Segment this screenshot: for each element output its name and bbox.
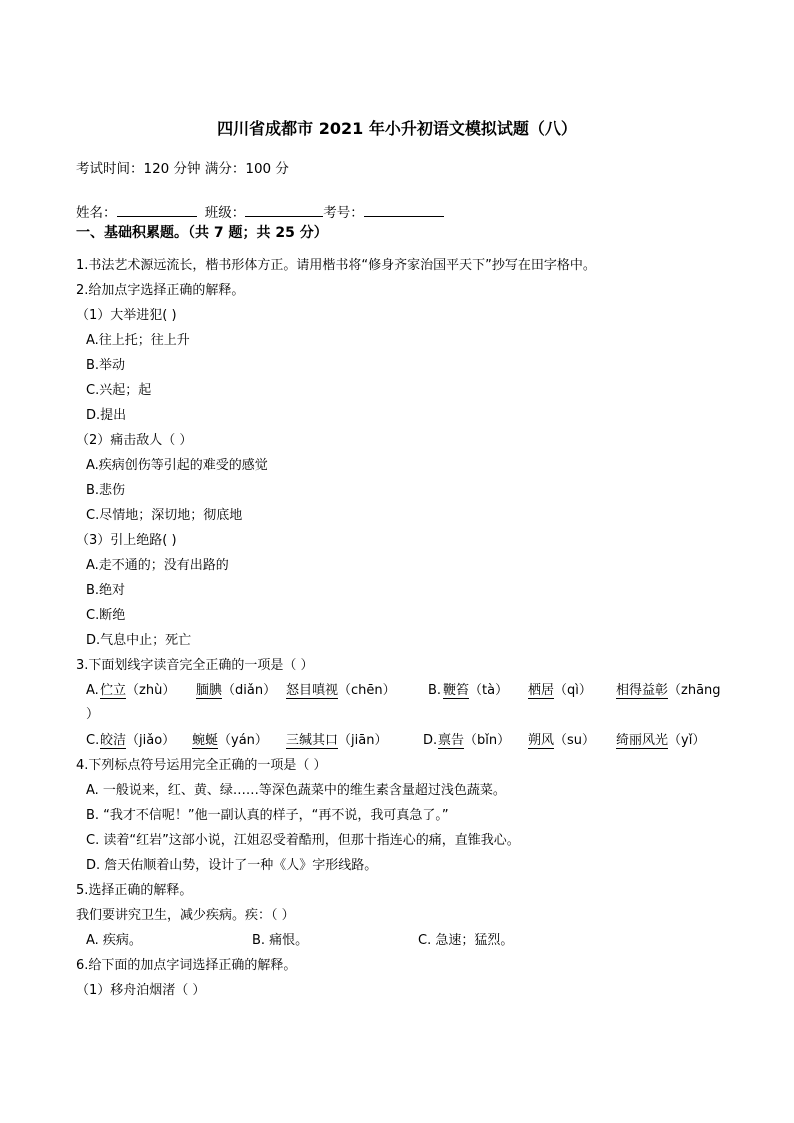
question-4-option-a: A. 一般说来，红、黄、绿……等深色蔬菜中的维生素含量超过浅色蔬菜。 bbox=[86, 783, 506, 798]
question-3-option-b-word-3 bbox=[616, 682, 721, 700]
underlined-word: 朔风 bbox=[528, 733, 555, 748]
pinyin: （yán） bbox=[218, 733, 268, 748]
question-3-option-b-close-paren: ） bbox=[86, 707, 100, 722]
question-2-sub1-option-c: C.兴起；起 bbox=[86, 383, 152, 398]
question-2-sub2-option-c: C.尽情地；深切地；彻底地 bbox=[86, 508, 243, 523]
question-3-option-d-word-3 bbox=[616, 732, 705, 750]
question-5-stem: 5.选择正确的解释。 bbox=[76, 883, 193, 898]
question-5-option-a: A. 疾病。 bbox=[86, 933, 142, 948]
name-label: 姓名： bbox=[76, 205, 117, 221]
question-3-option-c-word-1 bbox=[100, 732, 175, 750]
question-3-option-b-word-1 bbox=[443, 682, 508, 700]
pinyin: （su） bbox=[554, 733, 596, 748]
name-blank[interactable] bbox=[117, 202, 197, 217]
pinyin: （chēn） bbox=[338, 683, 396, 698]
question-2-sub2-option-a: A.疾病创伤等引起的难受的感觉 bbox=[86, 458, 268, 473]
question-4-option-c: C. 读着“红岩”这部小说，江姐忍受着酷刑，但那十指连心的痛，直锥我心。 bbox=[86, 833, 520, 848]
question-2-sub1-option-a: A.往上托；往上升 bbox=[86, 333, 190, 348]
question-4-option-d: D. 詹天佑顺着山势，设计了一种《人》字形线路。 bbox=[86, 858, 378, 873]
question-2-sub3-option-c: C.断绝 bbox=[86, 608, 126, 623]
number-label: 考号： bbox=[323, 205, 364, 221]
pinyin: （jiǎo） bbox=[126, 733, 176, 748]
pinyin: （tà） bbox=[469, 683, 509, 698]
question-3-option-d-word-2 bbox=[528, 732, 595, 750]
underlined-word: 栖居 bbox=[528, 683, 555, 698]
class-label: 班级： bbox=[204, 205, 246, 221]
pinyin: （diǎn） bbox=[222, 683, 277, 698]
page-title: 四川省成都市 2021 年小升初语文模拟试题（八） bbox=[217, 119, 577, 138]
question-2-stem: 2.给加点字选择正确的解释。 bbox=[76, 283, 245, 298]
question-3-option-c-word-2 bbox=[192, 732, 268, 750]
question-6-sub1: （1）移舟泊烟渚（ ） bbox=[76, 983, 206, 998]
question-6-stem: 6.给下面的加点字词选择正确的解释。 bbox=[76, 958, 297, 973]
question-1: 1.书法艺术源远流长，楷书形体方正。请用楷书将“修身齐家治国平天下”抄写在田字格中。 bbox=[76, 258, 596, 273]
question-3-option-c-label: C. bbox=[86, 733, 100, 748]
underlined-word: 腼腆 bbox=[196, 683, 223, 698]
pinyin: （qì） bbox=[554, 683, 592, 698]
question-2-sub1-option-b: B.举动 bbox=[86, 358, 126, 373]
question-3-option-a-label: A. bbox=[86, 683, 99, 698]
underlined-word: 怒目嗔视 bbox=[286, 683, 339, 698]
question-4-stem: 4.下列标点符号运用完全正确的一项是（ ） bbox=[76, 758, 327, 773]
question-3-option-c-word-3 bbox=[286, 732, 387, 750]
number-blank[interactable] bbox=[364, 202, 444, 217]
student-info-row bbox=[76, 202, 444, 222]
question-5-sentence: 我们要讲究卫生，减少疾病。疾：（ ） bbox=[76, 908, 295, 923]
underlined-word: 皎洁 bbox=[100, 733, 127, 748]
pinyin: （yǐ） bbox=[668, 733, 706, 748]
question-5-option-c: C. 急速；猛烈。 bbox=[418, 933, 514, 948]
underlined-word: 禀告 bbox=[438, 733, 465, 748]
pinyin: （zhù） bbox=[126, 683, 176, 698]
question-3-option-a-word-1 bbox=[100, 682, 175, 700]
underlined-word: 伫立 bbox=[100, 683, 127, 698]
pinyin: （jiān） bbox=[338, 733, 388, 748]
question-4-option-b: B. “我才不信呢！”他一副认真的样子，“再不说，我可真急了。” bbox=[86, 808, 449, 823]
underlined-word: 绮丽风光 bbox=[616, 733, 669, 748]
question-2-sub1-option-d: D.提出 bbox=[86, 408, 127, 423]
question-5-option-b: B. 痛恨。 bbox=[252, 933, 309, 948]
section-heading: 一、基础积累题。（共 7 题；共 25 分） bbox=[76, 225, 328, 241]
underlined-word: 相得益彰 bbox=[616, 683, 669, 698]
question-3-option-b-word-2 bbox=[528, 682, 592, 700]
exam-info: 考试时间：120 分钟 满分：100 分 bbox=[76, 161, 289, 177]
underlined-word: 鞭笞 bbox=[443, 683, 470, 698]
pinyin: （zhāng bbox=[668, 683, 721, 698]
question-3-option-a-word-2 bbox=[196, 682, 276, 700]
question-2-sub2-option-b: B.悲伤 bbox=[86, 483, 126, 498]
question-3-option-d-label: D. bbox=[423, 733, 438, 748]
question-2-sub1-stem: （1）大举进犯( ) bbox=[76, 308, 177, 323]
question-2-sub3-option-a: A.走不通的；没有出路的 bbox=[86, 558, 229, 573]
question-3-stem: 3.下面划线字读音完全正确的一项是（ ） bbox=[76, 658, 314, 673]
question-2-sub3-option-d: D.气息中止；死亡 bbox=[86, 633, 192, 648]
question-3-option-d-word-1 bbox=[438, 732, 510, 750]
underlined-word: 蜿蜒 bbox=[192, 733, 219, 748]
underlined-word: 三缄其口 bbox=[286, 733, 339, 748]
class-blank[interactable] bbox=[245, 202, 323, 217]
question-3-option-a-word-3 bbox=[286, 682, 396, 700]
pinyin: （bǐn） bbox=[464, 733, 511, 748]
question-3-option-b-label: B. bbox=[428, 683, 442, 698]
question-2-sub2-stem: （2）痛击敌人（ ） bbox=[76, 433, 193, 448]
question-2-sub3-stem: （3）引上绝路( ) bbox=[76, 533, 177, 548]
question-2-sub3-option-b: B.绝对 bbox=[86, 583, 126, 598]
